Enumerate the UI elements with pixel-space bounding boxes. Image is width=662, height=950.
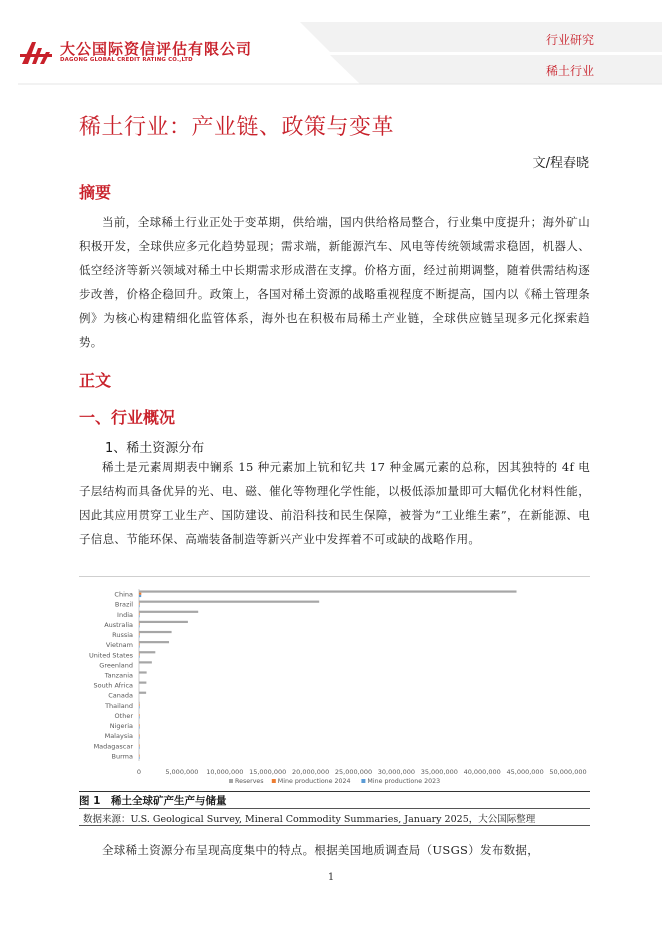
rare-earth-chart bbox=[79, 576, 590, 788]
chart-bar-mine-productione-2024 bbox=[139, 593, 141, 595]
chart-bar-mine-productione-2024 bbox=[139, 734, 140, 736]
chart-x-tick-label: 0 bbox=[136, 768, 142, 776]
chart-category-label: Greenland bbox=[99, 661, 133, 670]
article-author: 文/程春晓 bbox=[532, 156, 589, 171]
header-tag-research: 行业研究 bbox=[545, 33, 594, 47]
chart-bar-mine-productione-2023 bbox=[139, 716, 140, 718]
chart-legend-swatch bbox=[361, 779, 365, 783]
brand-name-cn: 大公国际资信评估有限公司 bbox=[60, 40, 253, 58]
after-chart-paragraph: 全球稀土资源分布呈现高度集中的特点。根据美国地质调查局（USGS）发布数据， bbox=[102, 843, 540, 857]
chart-x-tick-label: 20,000,000 bbox=[291, 768, 330, 776]
chart-legend-swatch bbox=[229, 779, 233, 783]
chart-legend-label: Reserves bbox=[235, 778, 264, 785]
chart-bar-mine-productione-2023 bbox=[139, 656, 140, 658]
chart-bar-mine-productione-2023 bbox=[139, 757, 140, 759]
section-1-heading: 一、行业概况 bbox=[79, 408, 176, 427]
chart-svg bbox=[79, 577, 590, 789]
chart-category-label: Malaysia bbox=[104, 732, 133, 741]
chart-bar-reserves bbox=[139, 641, 169, 643]
chart-bar-mine-productione-2023 bbox=[139, 737, 140, 739]
chart-bar-reserves bbox=[139, 671, 147, 673]
chart-category-label: Australia bbox=[104, 620, 133, 629]
chart-bar-reserves bbox=[139, 682, 146, 684]
header-tag-industry: 稀土行业 bbox=[545, 64, 594, 78]
chart-bar-mine-productione-2023 bbox=[139, 605, 140, 607]
chart-category-label: United States bbox=[88, 651, 133, 660]
chart-legend-swatch bbox=[272, 779, 276, 783]
subsection-1-heading: 1、稀土资源分布 bbox=[105, 441, 205, 456]
chart-bar-reserves bbox=[139, 601, 319, 603]
chart-category-label: China bbox=[114, 590, 133, 599]
chart-bar-mine-productione-2023 bbox=[139, 595, 141, 597]
chart-bar-mine-productione-2024 bbox=[139, 643, 140, 645]
chart-x-tick-label: 30,000,000 bbox=[377, 768, 416, 776]
chart-bar-mine-productione-2023 bbox=[139, 747, 140, 749]
page-header bbox=[0, 0, 662, 90]
chart-bar-reserves bbox=[139, 661, 152, 663]
chart-bar-mine-productione-2024 bbox=[139, 755, 140, 757]
dagong-logo-icon bbox=[18, 38, 54, 66]
chart-x-tick-label: 15,000,000 bbox=[249, 768, 287, 776]
chart-bar-reserves bbox=[139, 702, 140, 704]
chart-bar-mine-productione-2023 bbox=[139, 615, 140, 617]
chart-category-label: Nigeria bbox=[109, 722, 133, 731]
chart-bar-mine-productione-2024 bbox=[139, 744, 140, 746]
page-number: 1 bbox=[327, 872, 335, 883]
chart-category-label: Burma bbox=[111, 752, 133, 761]
chart-category-label: Madagascar bbox=[93, 742, 133, 751]
chart-x-tick-label: 40,000,000 bbox=[463, 768, 501, 776]
chart-category-label: Vietnam bbox=[105, 641, 133, 650]
chart-bar-reserves bbox=[139, 621, 188, 623]
article-title: 稀土行业：产业链、政策与变革 bbox=[79, 115, 395, 140]
chart-bar-reserves bbox=[139, 590, 517, 592]
figure-caption: 图 1 稀土全球矿产生产与储量 bbox=[79, 791, 590, 807]
chart-x-tick-label: 45,000,000 bbox=[506, 768, 544, 776]
chart-x-tick-label: 5,000,000 bbox=[165, 768, 199, 776]
chart-x-tick-label: 35,000,000 bbox=[420, 768, 458, 776]
chart-category-label: Brazil bbox=[114, 600, 133, 609]
chart-x-tick-label: 50,000,000 bbox=[549, 768, 587, 776]
chart-category-label: Other bbox=[114, 711, 133, 720]
abstract-paragraph: 当前，全球稀土行业正处于变革期，供给端，国内供给格局整合，行业集中度提升；海外矿山积极开发，全球供应多元化趋势显现；需求端，新能源汽车、风电等传统领域需求稳固，机器人、低空经济等新兴领域对稀土中长期需求形成潜在支撑。价格方面，经过前期调整，随着供需结构逐步改善，价格企稳回升。政策上，各国对稀土资源的战略重视程度不断提高，国内以《稀土管理条例》为核心构建精细化监管体系，海外也在积极布局稀土产业链，全球供应链呈现多元化探索趋势。 bbox=[79, 215, 590, 349]
chart-x-tick-label: 25,000,000 bbox=[334, 768, 373, 776]
chart-bar-mine-productione-2024 bbox=[139, 633, 140, 635]
chart-bar-mine-productione-2024 bbox=[139, 724, 140, 726]
chart-category-label: Tanzania bbox=[104, 671, 133, 680]
body-heading: 正文 bbox=[79, 371, 112, 390]
brand-name-en: DAGONG GLOBAL CREDIT RATING CO.,LTD bbox=[60, 57, 193, 63]
chart-bar-reserves bbox=[139, 611, 198, 613]
chart-bar-mine-productione-2024 bbox=[139, 603, 140, 605]
chart-category-label: South Africa bbox=[93, 681, 133, 690]
chart-bar-mine-productione-2024 bbox=[139, 704, 140, 706]
chart-legend-label: Mine productione 2023 bbox=[367, 778, 441, 785]
chart-bar-mine-productione-2023 bbox=[139, 645, 140, 647]
chart-bar-reserves bbox=[139, 631, 172, 633]
chart-category-label: Canada bbox=[108, 691, 133, 700]
chart-x-tick-label: 10,000,000 bbox=[206, 768, 244, 776]
abstract-heading: 摘要 bbox=[79, 183, 112, 202]
rare-earth-distribution-paragraph: 稀土是元素周期表中镧系 15 种元素加上钪和钇共 17 种金属元素的总称，因其独特的 4f 电子层结构而具备优异的光、电、磁、催化等物理化学性能，以极低添加量即可大幅优化材料性能，因此其应用贯穿工业生产、国防建设、前沿科技和民生保障，被誉为“工业维生素”，在新能源、电子信息、节能环保、高端装备制造等新兴产业中发挥着不可或缺的战略作用。 bbox=[79, 460, 590, 546]
figure-source: 数据来源：U.S. Geological Survey, Mineral Commodity Summaries, January 2025，大公国际整理 bbox=[79, 808, 590, 826]
chart-category-label: Russia bbox=[112, 631, 133, 640]
chart-legend-label: Mine productione 2024 bbox=[277, 778, 351, 785]
chart-category-label: India bbox=[117, 610, 133, 619]
chart-bar-reserves bbox=[139, 651, 155, 653]
chart-bar-reserves bbox=[139, 692, 146, 694]
chart-bar-mine-productione-2023 bbox=[139, 726, 140, 728]
chart-bar-mine-productione-2023 bbox=[139, 635, 140, 637]
chart-bar-mine-productione-2023 bbox=[139, 706, 140, 708]
chart-bar-mine-productione-2024 bbox=[139, 613, 140, 615]
chart-category-label: Thailand bbox=[105, 701, 133, 710]
chart-bar-mine-productione-2024 bbox=[139, 653, 140, 655]
chart-bar-mine-productione-2024 bbox=[139, 623, 140, 625]
chart-bar-mine-productione-2023 bbox=[139, 625, 140, 627]
chart-bar-mine-productione-2024 bbox=[139, 714, 140, 716]
